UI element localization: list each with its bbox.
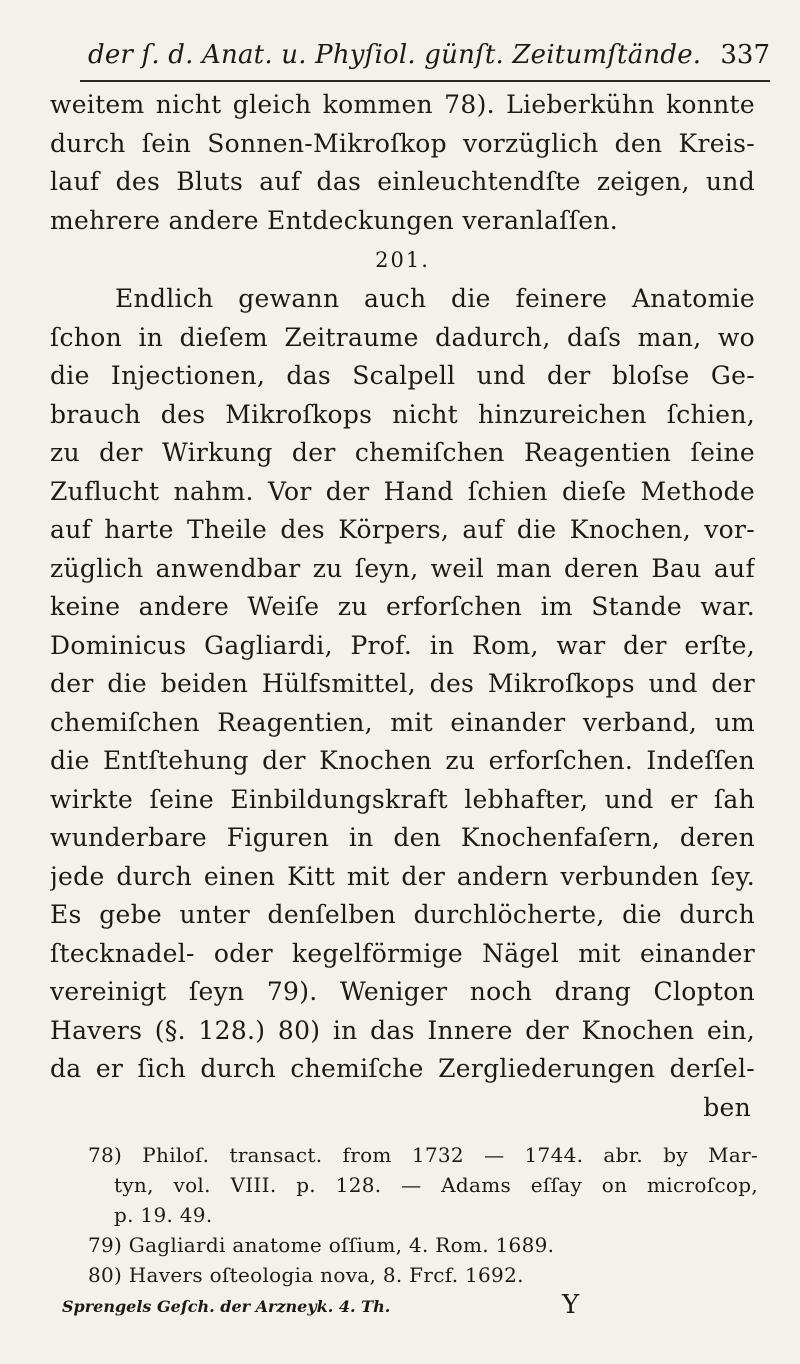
footnote-line: tyn, vol. VIII. p. 128. — Adams eſſay on microſcop,	[114, 1173, 758, 1197]
text-line: die Injectionen, das Scalpell und der bloſse Ge-	[50, 361, 755, 390]
footnote-line: 78) Philoſ. transact. from 1732 — 1744. abr. by Mar-	[88, 1143, 758, 1167]
footnote-line: p. 19. 49.	[114, 1203, 213, 1227]
text-line: vereinigt ſeyn 79). Weniger noch drang Clopton	[50, 977, 755, 1006]
text-line: Es gebe unter denſelben durchlöcherte, die durch	[50, 900, 755, 929]
text-line: ſchon in dieſem Zeitraume dadurch, daſs man, wo	[50, 322, 755, 352]
catchword: ben	[703, 1092, 751, 1122]
text-line: Havers (§. 128.) 80) in das Innere der Knochen ein,	[50, 1015, 755, 1045]
text-line: mehrere andere Entdeckungen veranlaſſen.	[50, 205, 619, 235]
text-line: ſtecknadel- oder kegelförmige Nägel mit einander	[50, 938, 755, 968]
signature-text: Sprengels Geſch. der Arzneyk. 4. Th.	[62, 1297, 391, 1316]
running-title: der ſ. d. Anat. u. Phyſiol. günſt. Zeitumſtände.	[88, 40, 702, 70]
text-line: jede durch einen Kitt mit der andern verbunden ſey.	[50, 861, 755, 891]
text-line: durch ſein Sonnen-Mikroſkop vorzüglich den Kreis-	[50, 128, 755, 158]
text-line: auf harte Theile des Körpers, auf die Knochen, vor-	[50, 515, 755, 544]
text-line: die Entſtehung der Knochen zu erforſchen. Indeſſen	[50, 746, 755, 775]
text-line: da er ſich durch chemiſche Zergliederungen derſel-	[50, 1054, 755, 1083]
page-number: 337	[720, 40, 770, 70]
text-line: chemiſchen Reagentien, mit einander verband, um	[50, 707, 755, 737]
text-line: zu der Wirkung der chemiſchen Reagentien ſeine	[50, 438, 755, 467]
text-line: brauch des Mikroſkops nicht hinzureichen ſchien,	[50, 399, 755, 429]
footnote-line: 80) Havers oſteologia nova, 8. Frcf. 1692.	[88, 1263, 524, 1287]
text-line: weitem nicht gleich kommen 78). Lieberkühn konnte	[50, 90, 755, 119]
body-text	[50, 86, 755, 1127]
text-line: lauf des Bluts auf das einleuchtendſte zeigen, und	[50, 167, 755, 196]
text-line: Dominicus Gagliardi, Prof. in Rom, war der erſte,	[50, 630, 755, 660]
printer-signature	[62, 1290, 762, 1324]
footnotes	[88, 1140, 758, 1290]
text-line: der die beiden Hülfsmittel, des Mikroſkops und der	[50, 669, 755, 698]
text-line: züglich anwendbar zu ſeyn, weil man deren Bau auf	[50, 553, 755, 583]
signature-mark: Y	[562, 1290, 580, 1320]
running-head	[80, 30, 770, 82]
text-line: Endlich gewann auch die feinere Anatomie	[115, 284, 755, 313]
section-number: 201.	[375, 248, 430, 272]
text-line: wunderbare Figuren in den Knochenfaſern, deren	[50, 823, 755, 852]
footnote-line: 79) Gagliardi anatome oſſium, 4. Rom. 1689.	[88, 1233, 555, 1257]
text-line: keine andere Weiſe zu erforſchen im Stande war.	[50, 592, 755, 621]
text-line: Zuflucht nahm. Vor der Hand ſchien dieſe Methode	[50, 476, 755, 506]
text-line: wirkte ſeine Einbildungskraft lebhafter, und er ſah	[50, 784, 755, 814]
